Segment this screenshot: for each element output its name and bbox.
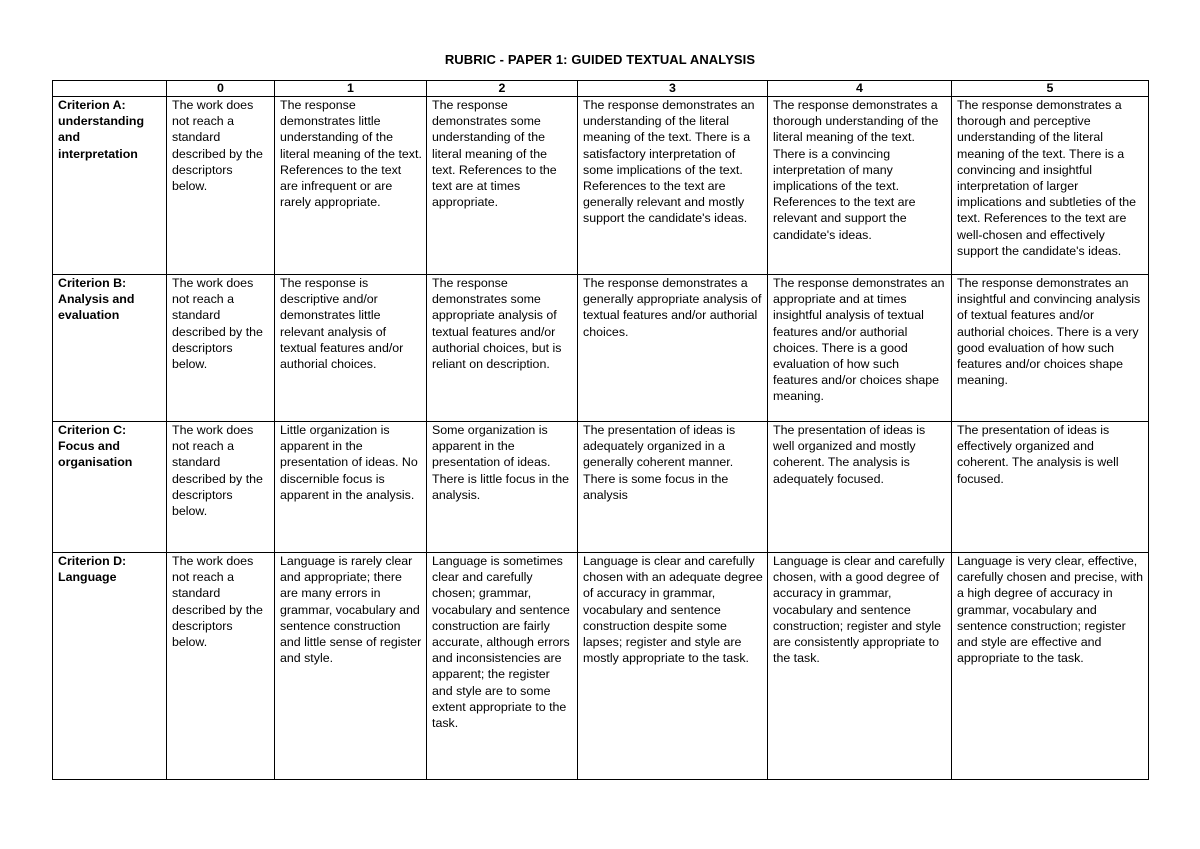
descriptor-cell: The response demonstrates an appropriate and at times insightful analysis of textual features and/or authorial choices. There is a good evaluation of how such features and/or choices shape meaning.: [768, 275, 952, 422]
descriptor-cell: The response demonstrates some appropriate analysis of textual features and/or authorial choices, but is reliant on description.: [427, 275, 578, 422]
descriptor-cell: Language is rarely clear and appropriate; there are many errors in grammar, vocabulary and sentence construction and little sense of register and style.: [275, 553, 427, 780]
header-cell-level-0: 0: [167, 81, 275, 97]
table-row: [53, 553, 1149, 780]
table-row: [53, 97, 1149, 275]
descriptor-cell: The response demonstrates a thorough understanding of the literal meaning of the text. There is a convincing interpretation of many implications of the text. References to the text are relevant and support the candidate's ideas.: [768, 97, 952, 275]
descriptor-cell: Some organization is apparent in the presentation of ideas. There is little focus in the analysis.: [427, 422, 578, 553]
header-cell-level-2: 2: [427, 81, 578, 97]
rubric-table: [52, 80, 1149, 780]
page-title: RUBRIC - PAPER 1: GUIDED TEXTUAL ANALYSIS: [444, 52, 756, 67]
criterion-label: Criterion A: understanding and interpretation: [53, 97, 167, 275]
descriptor-cell: The response demonstrates a generally appropriate analysis of textual features and/or authorial choices.: [578, 275, 768, 422]
descriptor-cell: The response demonstrates little understanding of the literal meaning of the text. References to the text are infrequent or are rarely appropriate.: [275, 97, 427, 275]
header-cell-criterion: [53, 81, 167, 97]
criterion-label: Criterion D: Language: [53, 553, 167, 780]
descriptor-cell: The work does not reach a standard described by the descriptors below.: [167, 97, 275, 275]
descriptor-cell: Language is clear and carefully chosen, with a good degree of accuracy in grammar, vocabulary and sentence construction; register and style are consistently appropriate to the task.: [768, 553, 952, 780]
table-row: [53, 275, 1149, 422]
header-cell-level-5: 5: [952, 81, 1149, 97]
descriptor-cell: The work does not reach a standard described by the descriptors below.: [167, 553, 275, 780]
descriptor-cell: The response demonstrates an insightful and convincing analysis of textual features and/or authorial choices. There is a very good evaluation of how such features and/or choices shape meaning.: [952, 275, 1149, 422]
descriptor-cell: The response demonstrates an understanding of the literal meaning of the text. There is a satisfactory interpretation of some implications of the text. References to the text are generally relevant and mostly support the candidate's ideas.: [578, 97, 768, 275]
criterion-label: Criterion C: Focus and organisation: [53, 422, 167, 553]
descriptor-cell: The response is descriptive and/or demonstrates little relevant analysis of textual features and/or authorial choices.: [275, 275, 427, 422]
header-cell-level-4: 4: [768, 81, 952, 97]
header-row: [53, 81, 1149, 97]
header-cell-level-1: 1: [275, 81, 427, 97]
descriptor-cell: Language is clear and carefully chosen with an adequate degree of accuracy in grammar, vocabulary and sentence construction despite some lapses; register and style are mostly appropriate to the task.: [578, 553, 768, 780]
descriptor-cell: The presentation of ideas is effectively organized and coherent. The analysis is well focused.: [952, 422, 1149, 553]
descriptor-cell: The presentation of ideas is adequately organized in a generally coherent manner. There is some focus in the analysis: [578, 422, 768, 553]
table-row: [53, 422, 1149, 553]
descriptor-cell: The response demonstrates some understanding of the literal meaning of the text. References to the text are at times appropriate.: [427, 97, 578, 275]
descriptor-cell: The response demonstrates a thorough and perceptive understanding of the literal meaning of the text. There is a convincing and insightful interpretation of larger implications and subtleties of the text. References to the text are well-chosen and effectively support the candidate's ideas.: [952, 97, 1149, 275]
header-cell-level-3: 3: [578, 81, 768, 97]
descriptor-cell: The work does not reach a standard described by the descriptors below.: [167, 275, 275, 422]
descriptor-cell: Language is sometimes clear and carefully chosen; grammar, vocabulary and sentence construction are fairly accurate, although errors and inconsistencies are apparent; the register and style are to some extent appropriate to the task.: [427, 553, 578, 780]
descriptor-cell: The presentation of ideas is well organized and mostly coherent. The analysis is adequately focused.: [768, 422, 952, 553]
criterion-label: Criterion B: Analysis and evaluation: [53, 275, 167, 422]
descriptor-cell: Language is very clear, effective, carefully chosen and precise, with a high degree of accuracy in grammar, vocabulary and sentence construction; register and style are effective and appropriate to the task.: [952, 553, 1149, 780]
descriptor-cell: Little organization is apparent in the presentation of ideas. No discernible focus is apparent in the analysis.: [275, 422, 427, 553]
descriptor-cell: The work does not reach a standard described by the descriptors below.: [167, 422, 275, 553]
